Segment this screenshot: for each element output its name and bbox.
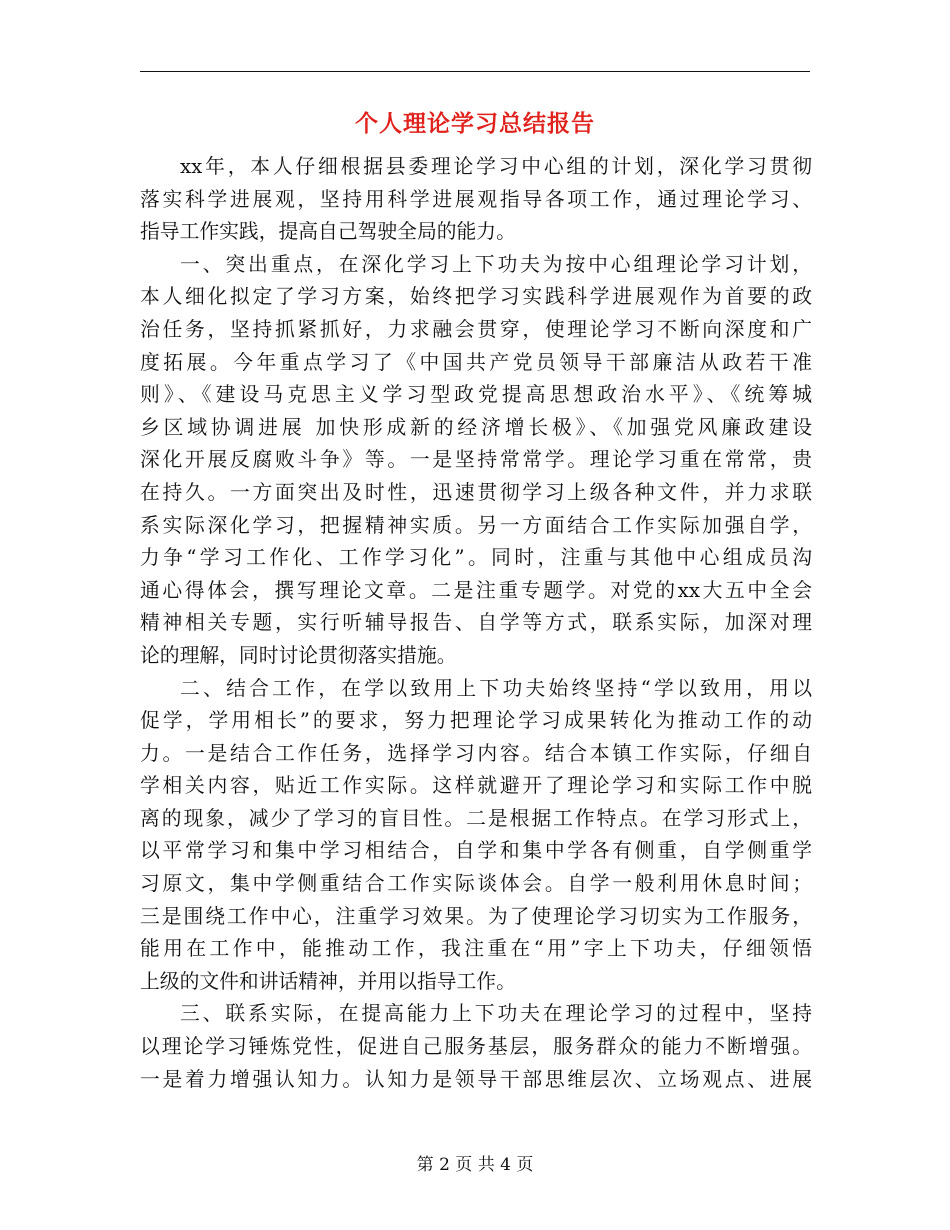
- text-line: 力。一是结合工作任务，选择学习内容。结合本镇工作实际，仔细自: [140, 741, 812, 765]
- text-line: 深化开展反腐败斗争》等。一是坚持常常学。理论学习重在常常，贵: [140, 448, 812, 472]
- text-line: 三、联系实际，在提高能力上下功夫在理论学习的过程中，坚持: [180, 1002, 812, 1026]
- text-line: 系实际深化学习，把握精神实质。另一方面结合工作实际加强自学，: [140, 513, 812, 537]
- text-line: 通心得体会，撰写理论文章。二是注重专题学。对党的xx大五中全会: [140, 578, 812, 602]
- text-line: 上级的文件和讲话精神，并用以指导工作。: [140, 969, 516, 993]
- text-line: 则》、《建设马克思主义学习型政党提高思想政治水平》、《统筹城: [140, 383, 812, 407]
- text-line: 在持久。一方面突出及时性，迅速贯彻学习上级各种文件，并力求联: [140, 480, 812, 504]
- page-footer: 第 2 页 共 4 页: [416, 1155, 534, 1175]
- text-line: xx年，本人仔细根据县委理论学习中心组的计划，深化学习贯彻: [180, 155, 812, 178]
- text-line: 一是着力增强认知力。认知力是领导干部思维层次、立场观点、进展: [140, 1067, 812, 1091]
- text-line: 一、突出重点，在深化学习上下功夫为按中心组理论学习计划，: [180, 252, 812, 276]
- text-line: 度拓展。今年重点学习了《中国共产党员领导干部廉洁从政若干准: [140, 350, 812, 374]
- paragraph-section-3: [140, 998, 812, 1096]
- paragraph-section-2: [140, 673, 812, 999]
- header-rule: [140, 71, 810, 72]
- text-line: 促学，学用相长”的要求，努力把理论学习成果转化为推动工作的动: [140, 709, 812, 733]
- paragraph-section-1: [140, 249, 812, 673]
- text-line: 落实科学进展观，坚持用科学进展观指导各项工作，通过理论学习、: [140, 187, 812, 211]
- text-line: 论的理解，同时讨论贯彻落实措施。: [140, 643, 457, 667]
- text-line: 指导工作实践，提高自己驾驶全局的能力。: [140, 220, 516, 244]
- text-line: 习原文，集中学侧重结合工作实际谈体会。自学一般利用休息时间；: [140, 872, 812, 896]
- text-line: 本人细化拟定了学习方案，始终把学习实践科学进展观作为首要的政: [140, 285, 812, 309]
- text-line: 三是围绕工作中心，注重学习效果。为了使理论学习切实为工作服务，: [140, 904, 812, 928]
- text-line: 二、结合工作，在学以致用上下功夫始终坚持“学以致用，用以: [180, 676, 812, 700]
- text-line: 精神相关专题，实行听辅导报告、自学等方式，联系实际，加深对理: [140, 611, 812, 635]
- text-line: 以理论学习锤炼党性，促进自己服务基层，服务群众的能力不断增强。: [140, 1035, 812, 1059]
- text-line: 离的现象，减少了学习的盲目性。二是根据工作特点。在学习形式上，: [140, 806, 812, 830]
- document-body: [140, 151, 812, 1096]
- text-line: 以平常学习和集中学习相结合，自学和集中学各有侧重，自学侧重学: [140, 839, 812, 863]
- text-line: 能用在工作中，能推动工作，我注重在“用”字上下功夫，仔细领悟: [140, 937, 812, 961]
- document-title: 个人理论学习总结报告: [355, 110, 595, 137]
- text-line: 乡区域协调进展 加快形成新的经济增长极》、《加强党风廉政建设: [140, 415, 812, 439]
- paragraph-intro: [140, 151, 812, 249]
- text-line: 治任务，坚持抓紧抓好，力求融会贯穿，使理论学习不断向深度和广: [140, 317, 812, 341]
- text-line: 学相关内容，贴近工作实际。这样就避开了理论学习和实际工作中脱: [140, 774, 812, 798]
- text-line: 力争“学习工作化、工作学习化”。同时，注重与其他中心组成员沟: [140, 546, 812, 570]
